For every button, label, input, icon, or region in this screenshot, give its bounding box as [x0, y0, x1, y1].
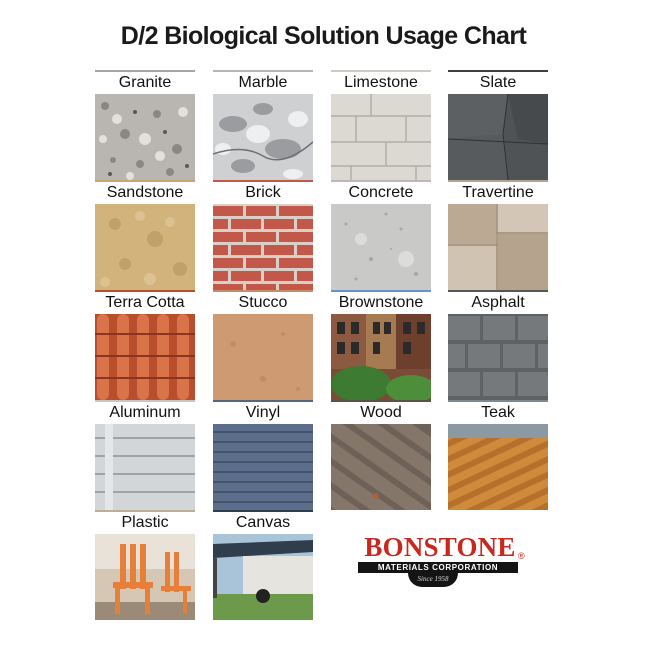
tile-granite	[95, 70, 195, 180]
tile-terra-cotta	[95, 290, 195, 400]
tile-label: Vinyl	[201, 402, 325, 424]
plastic-chair-swatch	[95, 534, 195, 620]
stucco-swatch	[213, 314, 313, 400]
tile-label: Limestone	[319, 72, 443, 94]
tile-label: Brownstone	[319, 292, 443, 314]
concrete-swatch	[331, 204, 431, 290]
tile-label: Slate	[436, 72, 560, 94]
tile-label: Sandstone	[83, 182, 207, 204]
tile-label: Granite	[83, 72, 207, 94]
tile-label: Teak	[436, 402, 560, 424]
asphalt-swatch	[448, 314, 548, 400]
canvas-awning-swatch	[213, 534, 313, 620]
tile-label: Asphalt	[436, 292, 560, 314]
tile-travertine	[448, 180, 548, 290]
tile-brownstone	[331, 290, 431, 400]
tile-label: Aluminum	[83, 402, 207, 424]
bonstone-logo	[352, 532, 528, 596]
tile-label: Canvas	[201, 512, 325, 534]
travertine-swatch	[448, 204, 548, 290]
tile-label: Concrete	[319, 182, 443, 204]
slate-swatch	[448, 94, 548, 180]
limestone-swatch	[331, 94, 431, 180]
tile-vinyl	[213, 400, 313, 510]
granite-swatch	[95, 94, 195, 180]
tile-label: Plastic	[83, 512, 207, 534]
registered-icon: ®	[518, 551, 525, 561]
marble-swatch	[213, 94, 313, 180]
tile-brick	[213, 180, 313, 290]
tile-aluminum	[95, 400, 195, 510]
logo-tagline: MATERIALS CORPORATION	[358, 562, 518, 573]
brownstone-swatch	[331, 314, 431, 400]
tile-wood	[331, 400, 431, 510]
tile-label: Brick	[201, 182, 325, 204]
sandstone-swatch	[95, 204, 195, 290]
teak-swatch	[448, 424, 548, 510]
tile-marble	[213, 70, 313, 180]
tile-plastic	[95, 510, 195, 620]
page-title: D/2 Biological Solution Usage Chart	[120, 22, 527, 50]
tile-stucco	[213, 290, 313, 400]
terra-cotta-swatch	[95, 314, 195, 400]
aluminum-swatch	[95, 424, 195, 510]
wood-swatch	[331, 424, 431, 510]
tile-label: Wood	[319, 402, 443, 424]
tile-label: Terra Cotta	[83, 292, 207, 314]
vinyl-swatch	[213, 424, 313, 510]
tile-slate	[448, 70, 548, 180]
logo-since: Since 1958	[408, 573, 458, 587]
logo-name: BONSTONE	[364, 532, 516, 562]
tile-teak	[448, 400, 548, 510]
tile-label: Stucco	[201, 292, 325, 314]
tile-concrete	[331, 180, 431, 290]
brick-swatch	[213, 204, 313, 290]
tile-label: Marble	[201, 72, 325, 94]
tile-canvas	[213, 510, 313, 620]
tile-limestone	[331, 70, 431, 180]
tile-sandstone	[95, 180, 195, 290]
tile-asphalt	[448, 290, 548, 400]
tile-label: Travertine	[436, 182, 560, 204]
